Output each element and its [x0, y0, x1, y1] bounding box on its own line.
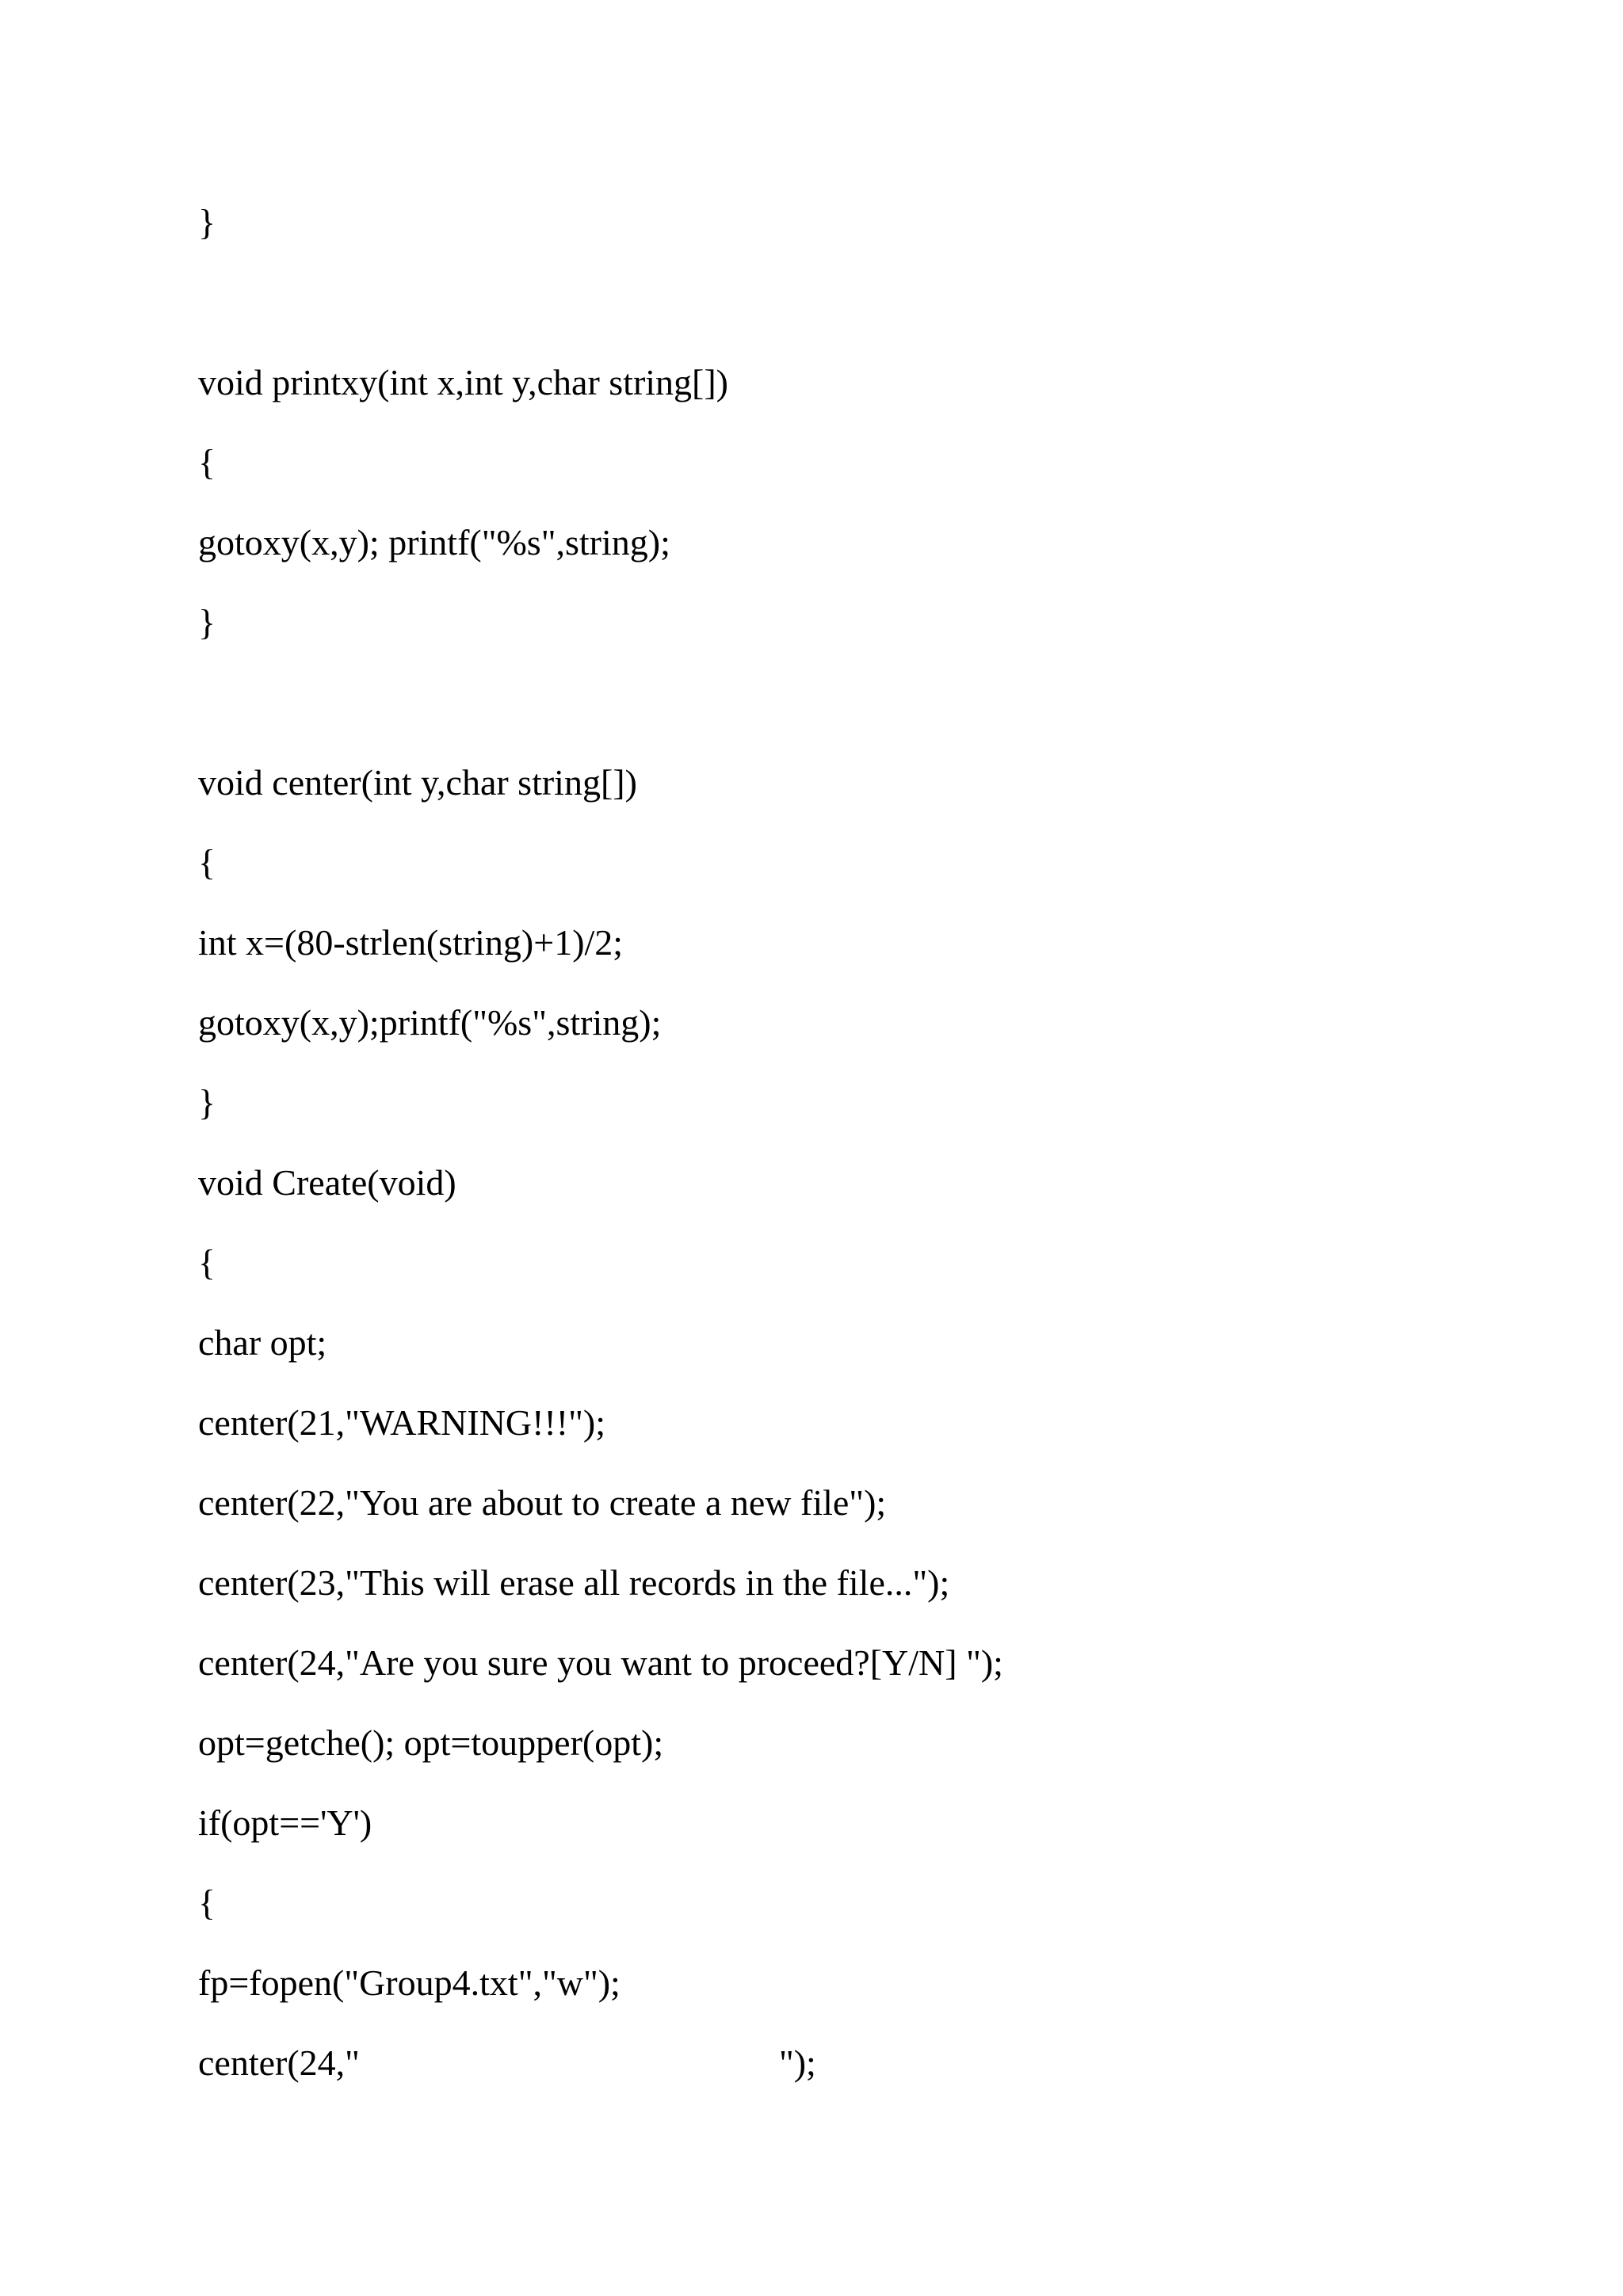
code-line: fp=fopen("Group4.txt","w");: [198, 1962, 621, 2003]
code-line: {: [198, 842, 216, 883]
code-line: void center(int y,char string[]): [198, 762, 637, 803]
code-line: }: [198, 1082, 216, 1123]
code-line: char opt;: [198, 1322, 327, 1363]
code-line: {: [198, 1882, 216, 1923]
code-line: int x=(80-strlen(string)+1)/2;: [198, 922, 624, 963]
code-line: gotoxy(x,y); printf("%s",string);: [198, 522, 670, 563]
code-line: }: [198, 202, 216, 242]
code-line: center(23,"This will erase all records in the file...");: [198, 1562, 950, 1603]
code-line: if(opt=='Y'): [198, 1802, 372, 1843]
code-line: center(24," ");: [198, 2042, 816, 2083]
code-line: {: [198, 1242, 216, 1283]
code-line: void printxy(int x,int y,char string[]): [198, 362, 728, 402]
code-line: center(24,"Are you sure you want to proceed?[Y/N] ");: [198, 1642, 1003, 1683]
code-line: void Create(void): [198, 1162, 456, 1203]
code-line: opt=getche(); opt=toupper(opt);: [198, 1722, 664, 1763]
code-line: center(21,"WARNING!!!");: [198, 1402, 605, 1443]
code-line: center(22,"You are about to create a new file");: [198, 1482, 887, 1523]
code-line: gotoxy(x,y);printf("%s",string);: [198, 1002, 662, 1043]
code-line: }: [198, 602, 216, 643]
code-line: {: [198, 442, 216, 482]
